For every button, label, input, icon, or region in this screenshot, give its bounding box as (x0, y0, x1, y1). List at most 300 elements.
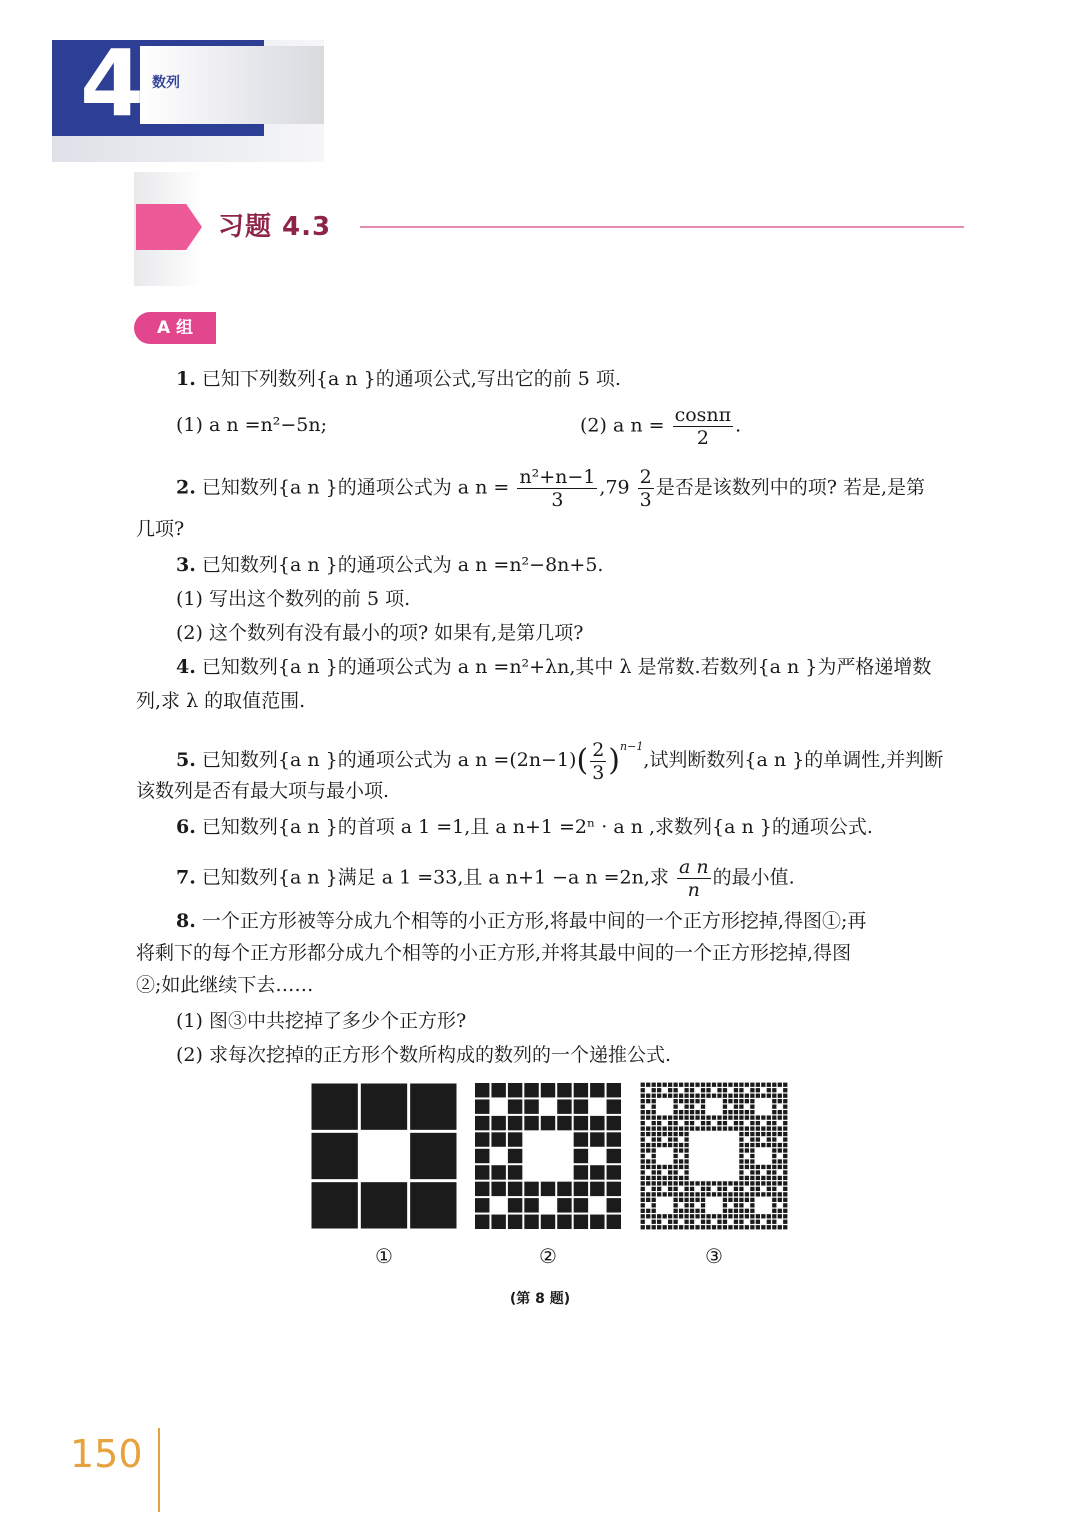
carpet-square (508, 1198, 522, 1212)
carpet-square (767, 1088, 771, 1092)
carpet-square (557, 1215, 571, 1229)
carpet-square (646, 1192, 650, 1196)
carpet-square (723, 1187, 727, 1191)
problem-8-line-2: 将剩下的每个正方形都分成九个相等的小正方形,并将其最中间的一个正方形挖掉,得图 (136, 942, 852, 964)
carpet-square (657, 1094, 661, 1098)
problem-text: 是否是该数列中的项? 若是,是第 (655, 476, 926, 499)
carpet-square (767, 1176, 771, 1180)
carpet-square (695, 1192, 699, 1196)
carpet-square (772, 1083, 776, 1087)
carpet-square (783, 1225, 787, 1229)
carpet-square (761, 1214, 765, 1218)
carpet-square (756, 1126, 760, 1130)
carpet-square (652, 1110, 656, 1114)
fraction-denominator: 3 (551, 489, 564, 511)
carpet-square (663, 1225, 667, 1229)
carpet-square (783, 1203, 787, 1207)
carpet-square (767, 1220, 771, 1224)
carpet-square (652, 1132, 656, 1136)
carpet-square (767, 1121, 771, 1125)
carpet-square (783, 1181, 787, 1185)
carpet-square (723, 1094, 727, 1098)
carpet-square (734, 1115, 738, 1119)
carpet-square (767, 1225, 771, 1229)
carpet-square (679, 1198, 683, 1202)
carpet-square (475, 1116, 489, 1130)
carpet-square (684, 1094, 688, 1098)
carpet-square (712, 1214, 716, 1218)
carpet-square (739, 1225, 743, 1229)
carpet-square (475, 1165, 489, 1179)
carpet-square (673, 1115, 677, 1119)
carpet-square (652, 1192, 656, 1196)
carpet-square (750, 1176, 754, 1180)
carpet-square (641, 1126, 645, 1130)
carpet-square (717, 1192, 721, 1196)
fraction-numerator: a n (678, 856, 709, 878)
carpet-square (783, 1115, 787, 1119)
carpet-square (701, 1209, 705, 1213)
fraction (517, 466, 597, 511)
carpet-square (679, 1176, 683, 1180)
carpet-square (657, 1220, 661, 1224)
carpet-square (684, 1170, 688, 1174)
carpet-square (508, 1149, 522, 1163)
carpet-square (723, 1121, 727, 1125)
carpet-square (684, 1148, 688, 1152)
carpet-square (750, 1148, 754, 1152)
carpet-square (312, 1084, 358, 1130)
carpet-square (690, 1126, 694, 1130)
carpet-square (652, 1159, 656, 1163)
carpet-square (767, 1094, 771, 1098)
problem-number: 3. (176, 554, 196, 576)
carpet-square (646, 1209, 650, 1213)
carpet-square (641, 1214, 645, 1218)
carpet-square (756, 1083, 760, 1087)
carpet-square (701, 1181, 705, 1185)
carpet-square (723, 1181, 727, 1185)
carpet-square (684, 1165, 688, 1169)
carpet-square (750, 1209, 754, 1213)
carpet-square (690, 1083, 694, 1087)
carpet-square (761, 1115, 765, 1119)
carpet-square (745, 1094, 749, 1098)
carpet-square (723, 1209, 727, 1213)
carpet-square (684, 1132, 688, 1136)
carpet-square (767, 1083, 771, 1087)
carpet-square (750, 1115, 754, 1119)
carpet-square (657, 1170, 661, 1174)
carpet-square (767, 1126, 771, 1130)
carpet-square (574, 1132, 588, 1146)
carpet-square (690, 1099, 694, 1103)
carpet-square (756, 1094, 760, 1098)
carpet-square (641, 1143, 645, 1147)
carpet-square (706, 1088, 710, 1092)
carpet-square (783, 1209, 787, 1213)
carpet-square (673, 1154, 677, 1158)
carpet-square (772, 1126, 776, 1130)
figure-label-3: ③ (705, 1244, 723, 1268)
problem-4-line-2: 列,求 λ 的取值范围. (136, 690, 306, 712)
carpet-square (312, 1182, 358, 1228)
carpet-square (745, 1126, 749, 1130)
carpet-square (668, 1115, 672, 1119)
carpet-square (756, 1187, 760, 1191)
carpet-square (739, 1165, 743, 1169)
carpet-square (739, 1143, 743, 1147)
carpet-square (756, 1165, 760, 1169)
fraction (673, 404, 734, 449)
carpet-square (750, 1088, 754, 1092)
carpet-square (723, 1198, 727, 1202)
carpet-square (723, 1099, 727, 1103)
carpet-square (673, 1181, 677, 1185)
carpet-square (663, 1181, 667, 1185)
carpet-square (717, 1094, 721, 1098)
carpet-square (641, 1176, 645, 1180)
carpet-square (739, 1148, 743, 1152)
carpet-square (607, 1132, 621, 1146)
carpet-square (574, 1198, 588, 1212)
carpet-square (778, 1192, 782, 1196)
carpet-square (590, 1165, 604, 1179)
carpet-square (701, 1115, 705, 1119)
carpet-square (491, 1116, 505, 1130)
carpet-square (690, 1198, 694, 1202)
carpet-square (663, 1165, 667, 1169)
carpet-square (783, 1121, 787, 1125)
carpet-square (783, 1099, 787, 1103)
figure-1-carpet (310, 1082, 458, 1230)
carpet-square (684, 1088, 688, 1092)
carpet-square (750, 1198, 754, 1202)
carpet-square (684, 1115, 688, 1119)
carpet-square (668, 1214, 672, 1218)
figure-label-2: ② (539, 1244, 557, 1268)
carpet-square (772, 1159, 776, 1163)
carpet-square (728, 1181, 732, 1185)
carpet-square (706, 1115, 710, 1119)
carpet-square (646, 1198, 650, 1202)
problem-text: 的最小值. (712, 866, 795, 889)
carpet-square (739, 1192, 743, 1196)
carpet-square (750, 1121, 754, 1125)
problem-3-question-1: (1) 写出这个数列的前 5 项. (176, 588, 411, 610)
carpet-square (508, 1182, 522, 1196)
carpet-square (750, 1126, 754, 1130)
carpet-square (783, 1170, 787, 1174)
carpet-square (641, 1105, 645, 1109)
carpet-square (695, 1115, 699, 1119)
carpet-square (734, 1088, 738, 1092)
carpet-square (739, 1187, 743, 1191)
carpet-square (739, 1121, 743, 1125)
carpet-square (684, 1187, 688, 1191)
carpet-square (673, 1203, 677, 1207)
carpet-square (734, 1220, 738, 1224)
carpet-square (652, 1220, 656, 1224)
carpet-square (690, 1088, 694, 1092)
carpet-square (706, 1126, 710, 1130)
carpet-square (590, 1215, 604, 1229)
carpet-square (761, 1132, 765, 1136)
carpet-square (756, 1192, 760, 1196)
carpet-square (690, 1187, 694, 1191)
carpet-square (745, 1115, 749, 1119)
carpet-square (772, 1105, 776, 1109)
carpet-square (772, 1214, 776, 1218)
carpet-square (734, 1214, 738, 1218)
carpet-square (646, 1165, 650, 1169)
carpet-square (712, 1126, 716, 1130)
carpet-square (641, 1181, 645, 1185)
carpet-square (684, 1198, 688, 1202)
carpet-square (663, 1126, 667, 1130)
carpet-square (663, 1214, 667, 1218)
carpet-square (641, 1165, 645, 1169)
carpet-square (717, 1181, 721, 1185)
carpet-square (750, 1170, 754, 1174)
carpet-square (745, 1148, 749, 1152)
carpet-square (783, 1083, 787, 1087)
carpet-square (778, 1181, 782, 1185)
carpet-square (756, 1088, 760, 1092)
carpet-square (778, 1143, 782, 1147)
carpet-square (679, 1110, 683, 1114)
carpet-square (783, 1126, 787, 1130)
problem-5-line-2: 该数列是否有最大项与最小项. (136, 780, 390, 802)
carpet-square (679, 1214, 683, 1218)
carpet-square (574, 1099, 588, 1113)
chapter-number: 4 (80, 30, 145, 137)
carpet-square (684, 1099, 688, 1103)
carpet-square (541, 1215, 555, 1229)
carpet-square (663, 1132, 667, 1136)
carpet-square (684, 1209, 688, 1213)
carpet-square (723, 1105, 727, 1109)
carpet-square (767, 1165, 771, 1169)
carpet-square (728, 1099, 732, 1103)
problem-text: ,79 (599, 476, 630, 499)
carpet-square (652, 1154, 656, 1158)
carpet-square (574, 1165, 588, 1179)
carpet-square (684, 1176, 688, 1180)
carpet-square (778, 1099, 782, 1103)
carpet-square (745, 1209, 749, 1213)
carpet-square (663, 1083, 667, 1087)
carpet-square (673, 1083, 677, 1087)
carpet-square (641, 1203, 645, 1207)
problem-number: 1. (176, 368, 196, 390)
carpet-square (646, 1094, 650, 1098)
exercise-title: 习题 4.3 (218, 212, 332, 242)
carpet-square (723, 1220, 727, 1224)
carpet-square (657, 1165, 661, 1169)
carpet-square (772, 1209, 776, 1213)
carpet-square (717, 1187, 721, 1191)
carpet-square (690, 1181, 694, 1185)
carpet-square (750, 1214, 754, 1218)
carpet-square (761, 1143, 765, 1147)
carpet-square (778, 1115, 782, 1119)
carpet-square (712, 1192, 716, 1196)
carpet-square (668, 1083, 672, 1087)
carpet-square (679, 1192, 683, 1196)
carpet-square (783, 1192, 787, 1196)
carpet-square (684, 1121, 688, 1125)
carpet-square (668, 1088, 672, 1092)
carpet-square (723, 1126, 727, 1130)
carpet-square (750, 1105, 754, 1109)
carpet-square (641, 1192, 645, 1196)
carpet-square (475, 1149, 489, 1163)
carpet-square (778, 1159, 782, 1163)
exponent: n−1 (620, 740, 644, 753)
carpet-square (652, 1209, 656, 1213)
carpet-square (734, 1198, 738, 1202)
carpet-square (663, 1176, 667, 1180)
carpet-square (684, 1181, 688, 1185)
carpet-square (756, 1225, 760, 1229)
carpet-square (690, 1110, 694, 1114)
carpet-square (607, 1083, 621, 1097)
carpet-square (772, 1170, 776, 1174)
carpet-square (668, 1176, 672, 1180)
carpet-square (728, 1083, 732, 1087)
fraction-denominator: 3 (592, 761, 605, 784)
carpet-square (783, 1148, 787, 1152)
carpet-square (772, 1203, 776, 1207)
carpet-square (641, 1209, 645, 1213)
problem-3-question-2: (2) 这个数列有没有最小的项? 如果有,是第几项? (176, 622, 584, 644)
carpet-square (673, 1110, 677, 1114)
part-label: (2) a n = (580, 414, 665, 437)
carpet-square (684, 1105, 688, 1109)
problem-6 (176, 812, 873, 842)
carpet-square (717, 1126, 721, 1130)
carpet-square (641, 1132, 645, 1136)
carpet-square (701, 1192, 705, 1196)
carpet-square (772, 1110, 776, 1114)
carpet-square (778, 1083, 782, 1087)
carpet-square (652, 1225, 656, 1229)
chapter-title: 数列 (152, 75, 180, 91)
carpet-square (772, 1187, 776, 1191)
carpet-square (778, 1126, 782, 1130)
carpet-square (783, 1132, 787, 1136)
carpet-square (750, 1165, 754, 1169)
carpet-square (723, 1115, 727, 1119)
carpet-square (772, 1165, 776, 1169)
carpet-square (728, 1192, 732, 1196)
carpet-square (778, 1176, 782, 1180)
carpet-square (679, 1083, 683, 1087)
problem-text: 一个正方形被等分成九个相等的小正方形,将最中间的一个正方形挖掉,得图①;再 (201, 910, 867, 932)
problem-text: 已知数列{a n }的首项 a 1 =1,且 a n+1 =2ⁿ · a n ,求数列{a n }的通项公式. (201, 816, 873, 838)
carpet-square (657, 1083, 661, 1087)
carpet-square (739, 1115, 743, 1119)
carpet-square (772, 1094, 776, 1098)
problem-1 (176, 364, 621, 394)
carpet-square (745, 1176, 749, 1180)
carpet-square (739, 1220, 743, 1224)
carpet-square (767, 1137, 771, 1141)
carpet-square (756, 1121, 760, 1125)
carpet-square (712, 1225, 716, 1229)
carpet-square (750, 1137, 754, 1141)
carpet-square (728, 1126, 732, 1130)
carpet-square (646, 1083, 650, 1087)
carpet-square (778, 1094, 782, 1098)
carpet-square (679, 1181, 683, 1185)
carpet-square (750, 1154, 754, 1158)
carpet-square (745, 1192, 749, 1196)
carpet-square (657, 1176, 661, 1180)
carpet-square (690, 1214, 694, 1218)
carpet-square (761, 1094, 765, 1098)
carpet-square (657, 1225, 661, 1229)
carpet-square (684, 1154, 688, 1158)
carpet-square (712, 1083, 716, 1087)
carpet-square (701, 1187, 705, 1191)
carpet-square (475, 1182, 489, 1196)
carpet-square (673, 1214, 677, 1218)
carpet-square (508, 1215, 522, 1229)
carpet-square (679, 1209, 683, 1213)
carpet-square (684, 1214, 688, 1218)
carpet-square (761, 1083, 765, 1087)
carpet-square (508, 1099, 522, 1113)
carpet-square (652, 1083, 656, 1087)
carpet-square (663, 1143, 667, 1147)
carpet-square (728, 1225, 732, 1229)
page-number-rule (158, 1428, 160, 1512)
carpet-square (652, 1115, 656, 1119)
problem-7 (176, 856, 795, 901)
carpet-square (652, 1099, 656, 1103)
carpet-square (745, 1198, 749, 1202)
problem-number: 2. (176, 476, 196, 499)
carpet-square (734, 1203, 738, 1207)
carpet-square (679, 1115, 683, 1119)
carpet-square (652, 1137, 656, 1141)
carpet-square (652, 1148, 656, 1152)
carpet-square (684, 1225, 688, 1229)
carpet-square (761, 1192, 765, 1196)
carpet-square (778, 1214, 782, 1218)
carpet-square (772, 1121, 776, 1125)
carpet-square (641, 1115, 645, 1119)
carpet-square (767, 1170, 771, 1174)
carpet-square (641, 1083, 645, 1087)
carpet-square (706, 1225, 710, 1229)
carpet-square (679, 1225, 683, 1229)
carpet-square (761, 1165, 765, 1169)
carpet-square (745, 1143, 749, 1147)
problem-number: 4. (176, 656, 196, 678)
carpet-square (641, 1154, 645, 1158)
carpet-square (652, 1181, 656, 1185)
carpet-square (690, 1094, 694, 1098)
carpet-square (557, 1083, 571, 1097)
carpet-square (673, 1176, 677, 1180)
fraction-numerator: cosnπ (674, 404, 732, 426)
carpet-square (734, 1099, 738, 1103)
carpet-square (706, 1083, 710, 1087)
carpet-square (772, 1143, 776, 1147)
